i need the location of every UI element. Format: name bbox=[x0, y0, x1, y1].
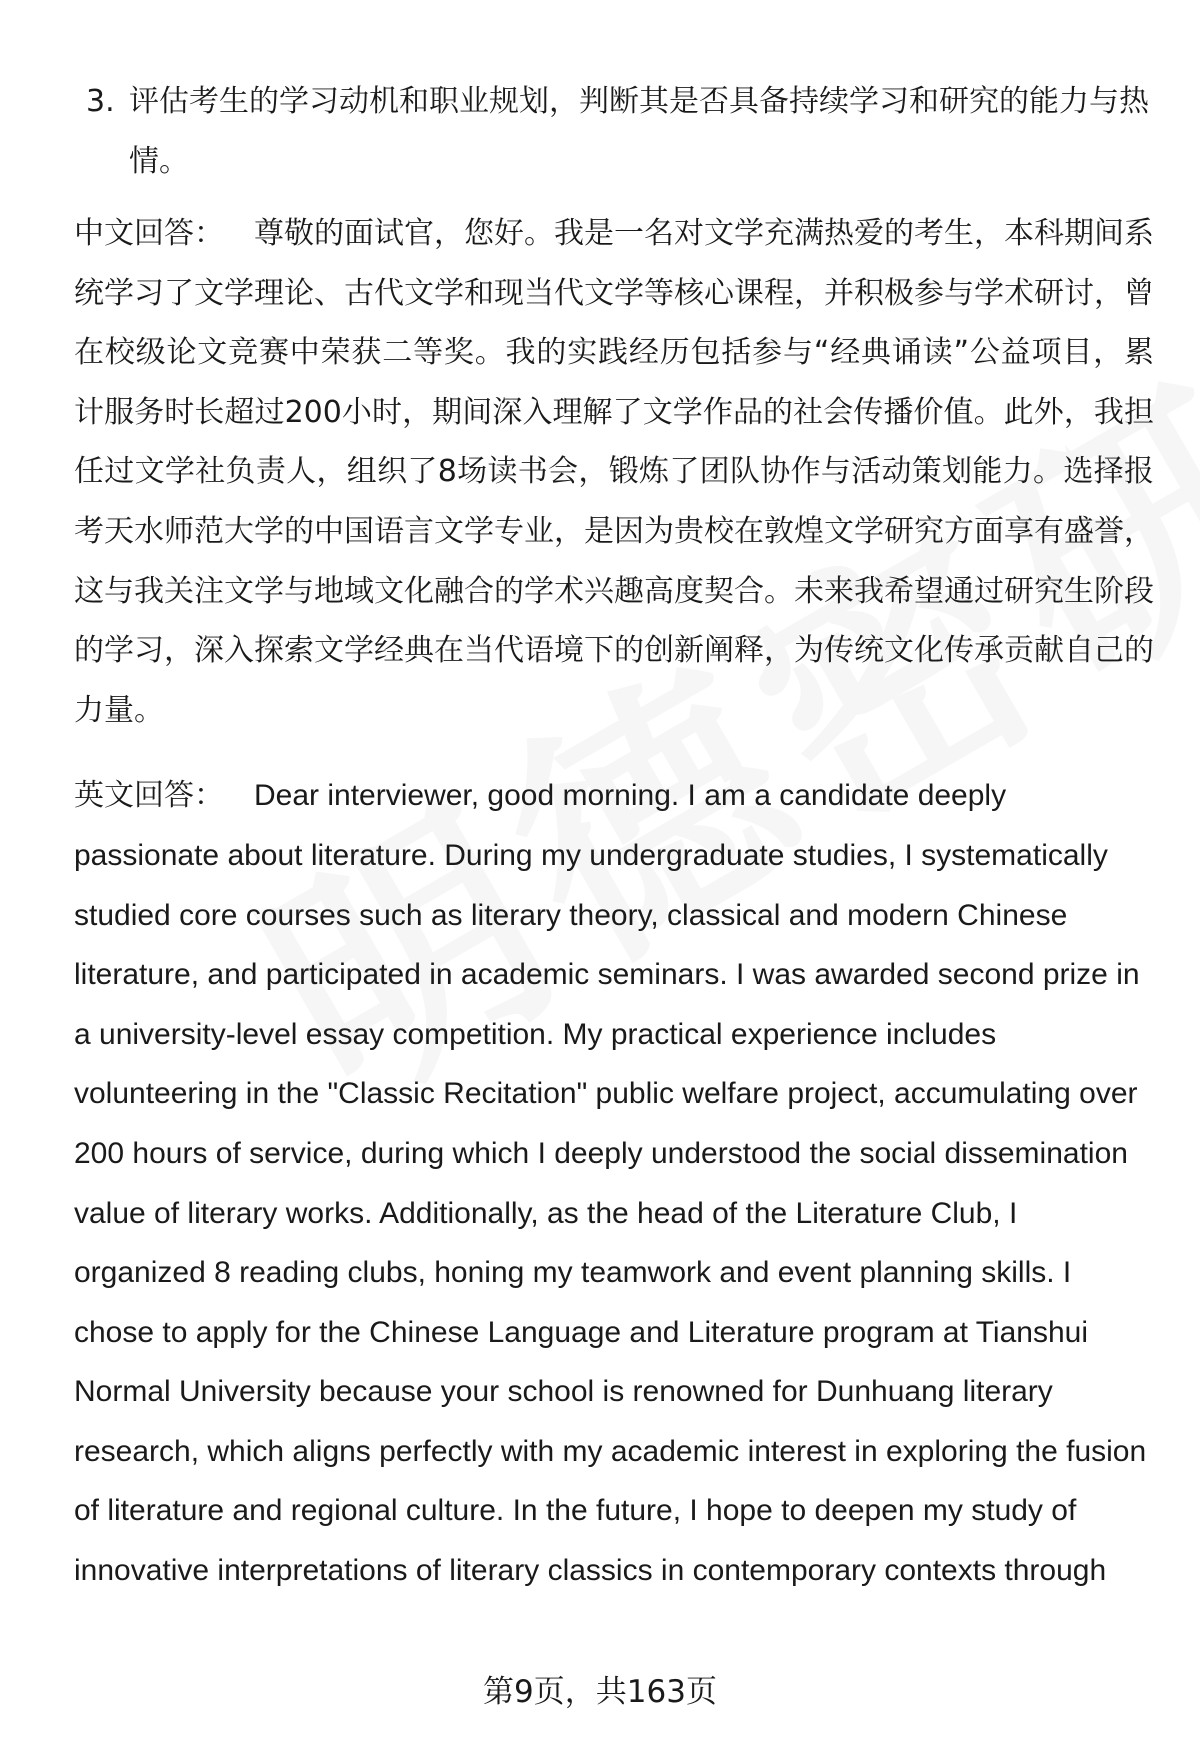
document-body bbox=[74, 72, 1154, 1601]
list-item-text: 评估考生的学习动机和职业规划，判断其是否具备持续学习和研究的能力与热情。 bbox=[129, 84, 1149, 179]
list-item-number: 3. bbox=[86, 84, 115, 119]
chinese-answer-text: 尊敬的面试官，您好。我是一名对文学充满热爱的考生，本科期间系统学习了文学理论、古代文学和现当代文学等核心课程，并积极参与学术研讨，曾在校级论文竞赛中荣获二等奖。我的实践经历包括参与“经典诵读”公益项目，累计服务时长超过200小时，期间深入理解了文学作品的社会传播价值。此外，我担任过文学社负责人，组织了8场读书会，锻炼了团队协作与活动策划能力。选择报考天水师范大学的中国语言文学专业，是因为贵校在敦煌文学研究方面享有盛誉，这与我关注文学与地域文化融合的学术兴趣高度契合。未来我希望通过研究生阶段的学习，深入探索文学经典在当代语境下的创新阐释，为传统文化传承贡献自己的力量。 bbox=[74, 216, 1154, 728]
chinese-answer-paragraph bbox=[74, 204, 1154, 740]
english-answer-text: Dear interviewer, good morning. I am a candidate deeply passionate about literature. During my undergraduate studies, I systematically studied core courses such as literary theory, classical and modern Chinese literature, and participated in academic seminars. I was awarded second prize in a university-level essay competition. My practical experience includes volunteering in the "Classic Recitation" public welfare project, accumulating over 200 hours of service, during which I deeply understood the social dissemination value of literary works. Additionally, as the head of the Literature Club, I organized 8 reading clubs, honing my teamwork and event planning skills. I chose to apply for the Chinese Language and Literature program at Tianshui Normal University because your school is renowned for Dunhuang literary research, which aligns perfectly with my academic interest in exploring the fusion of literature and regional culture. In the future, I hope to deepen my study of innovative interpretations of literary classics in contemporary contexts through bbox=[74, 779, 1147, 1588]
english-answer-label: 英文回答： bbox=[74, 779, 224, 813]
english-answer-paragraph bbox=[74, 766, 1154, 1600]
chinese-answer-label: 中文回答： bbox=[74, 216, 224, 251]
list-item bbox=[74, 72, 1154, 192]
page-indicator: 第9页，共163页 bbox=[483, 1674, 717, 1710]
